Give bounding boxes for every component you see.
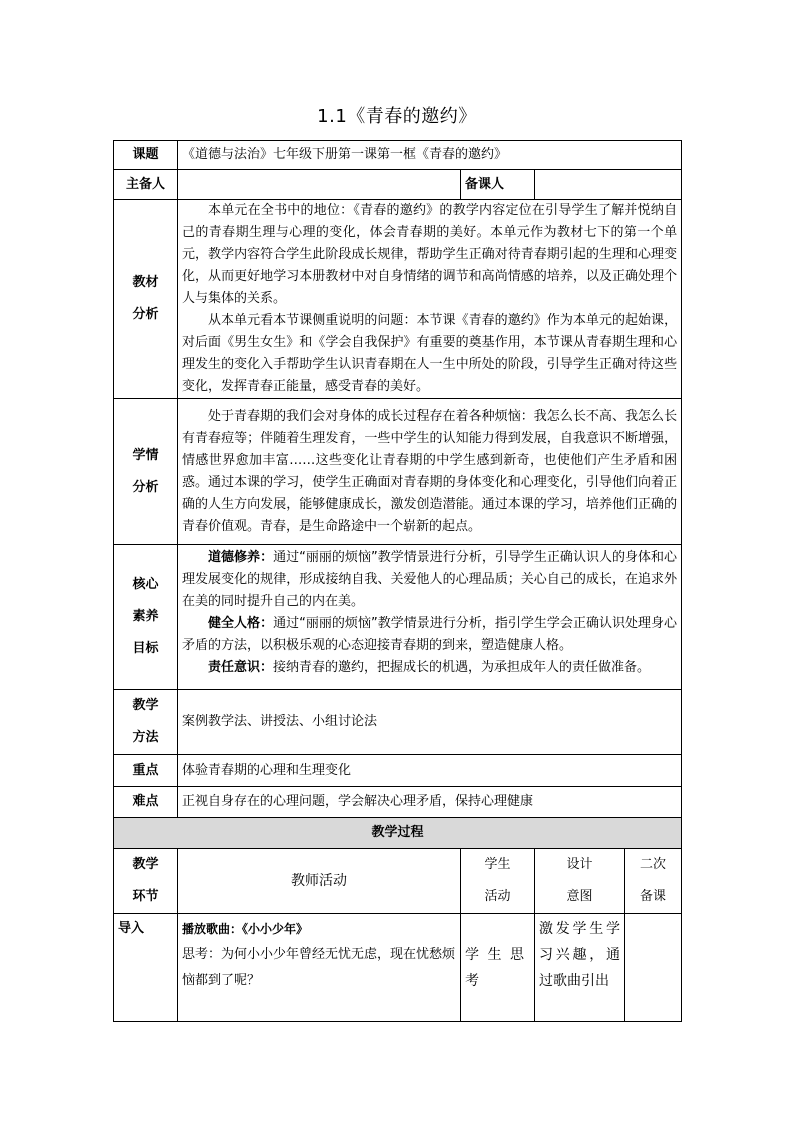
row-teaching-method: [114, 690, 682, 755]
teaching-method-label: [114, 690, 178, 755]
col-design-header: [535, 849, 625, 914]
header-line: 环节: [132, 889, 159, 904]
process-heading: 教学过程: [114, 818, 682, 849]
row-textbook-analysis: [114, 200, 682, 399]
label-line: 核心: [132, 577, 159, 592]
course-value: 《道德与法治》七年级下册第一课第一框《青春的邀约》: [178, 141, 682, 170]
core-item-key: 责任意识：: [208, 660, 274, 675]
core-literacy-label: [114, 545, 178, 690]
co-preparer-label: 备课人: [461, 170, 535, 200]
row-difficulty: [114, 787, 682, 818]
key-point-label: 重点: [114, 755, 178, 787]
core-item: [182, 613, 677, 657]
header-line: 设计: [566, 857, 593, 872]
label-line: 教学: [132, 698, 159, 713]
course-label: 课题: [114, 141, 178, 170]
intro-teacher-title: 播放歌曲：《小小少年》: [182, 922, 309, 936]
intro-teacher-activity: [178, 914, 461, 1022]
paragraph: 本单元在全书中的地位：《青春的邀约》的教学内容定位在引导学生了解并悦纳自己的青春期生理与心理的变化，体会青春期的美好。本单元作为教材七下的第一个单元，教学内容符合学生此阶段成长规律，帮助学生正确对待青春期引起的生理和心理变化，从而更好地学习本册教材中对自身情绪的调节和高尚情感的培养，以及正确处理个人与集体的关系。: [182, 203, 678, 306]
preparer-label: 主备人: [114, 170, 178, 200]
row-preparer: [114, 170, 682, 200]
core-item: [182, 547, 677, 613]
preparer-value: [178, 170, 461, 200]
row-intro: [114, 914, 682, 1022]
core-item-key: 健全人格：: [208, 616, 274, 631]
core-item-text: 通过“丽丽的烦恼”教学情景进行分析，引导学生正确认识人的身体和心理发展变化的规律，形成接纳自我、关爱他人的心理品质；关心自己的成长，在追求外在美的同时提升自己的内在美。: [182, 550, 678, 609]
header-line: 教学: [132, 857, 159, 872]
label-line: 方法: [132, 730, 159, 745]
header-line: 意图: [566, 889, 593, 904]
intro-design-intent: 激发学生学习兴趣，通过歌曲引出: [535, 914, 625, 1022]
textbook-analysis-content: [178, 200, 682, 399]
col-second-header: [625, 849, 682, 914]
lesson-plan-table: [113, 140, 682, 1022]
core-item: [182, 657, 677, 679]
col-stage-header: [114, 849, 178, 914]
intro-stage: 导入: [114, 914, 178, 1022]
row-process-columns: [114, 849, 682, 914]
header-line: 学生: [484, 857, 511, 872]
core-item-key: 道德修养：: [208, 550, 274, 565]
label-line: 目标: [132, 641, 159, 656]
learner-analysis-label: [114, 399, 178, 545]
intro-second-prep: [625, 914, 682, 1022]
label-line: 分析: [132, 479, 159, 495]
label-line: 分析: [132, 307, 159, 322]
textbook-analysis-label: [114, 200, 178, 399]
difficulty-label: 难点: [114, 787, 178, 818]
intro-student-activity: 学生思考: [461, 914, 535, 1022]
label-line: 学情: [132, 447, 159, 463]
col-student-header: [461, 849, 535, 914]
label-line: 教材: [132, 275, 159, 290]
row-process-heading: [114, 818, 682, 849]
label-line: 素养: [132, 609, 159, 624]
paragraph: 从本单元看本节课侧重说明的问题：本节课《青春的邀约》作为本单元的起始课，对后面《男生女生》和《学会自我保护》有重要的奠基作用，本节课从青春期生理和心理发生的变化入手帮助学生认识青春期在人一生中所处的阶段，引导学生正确对待这些变化，发挥青春正能量，感受青春的美好。: [182, 313, 678, 394]
header-line: 备课: [640, 889, 667, 904]
key-point-value: 体验青春期的心理和生理变化: [178, 755, 682, 787]
row-course: [114, 141, 682, 170]
header-line: 活动: [484, 889, 511, 904]
intro-teacher-text: 思考：为何小小少年曾经无忧无虑，现在忧愁烦恼都到了呢？: [182, 947, 456, 988]
core-item-text: 通过“丽丽的烦恼”教学情景进行分析，指引学生学会正确认识处理身心矛盾的方法，以积极乐观的心态迎接青春期的到来，塑造健康人格。: [182, 616, 678, 653]
learner-analysis-content: [178, 399, 682, 545]
header-line: 二次: [640, 857, 667, 872]
paragraph: 处于青春期的我们会对身体的成长过程存在着各种烦恼：我怎么长不高、我怎么长有青春痘等；伴随着生理发育，一些中学生的认知能力得到发展，自我意识不断增强，情感世界愈加丰富……这些变化让青春期的中学生感到新奇，也使他们产生矛盾和困惑。通过本课的学习，使学生正确面对青春期的身体变化和心理变化，引导他们向着正确的人生方向发展，能够健康成长，激发创造潜能。通过本课的学习，培养他们正确的青春价值观。青春，是生命路途中一个崭新的起点。: [182, 408, 678, 534]
teaching-method-value: 案例教学法、讲授法、小组讨论法: [178, 690, 682, 755]
row-learner-analysis: [114, 399, 682, 545]
co-preparer-value: [535, 170, 682, 200]
col-teacher-header: 教师活动: [178, 849, 461, 914]
row-core-literacy: [114, 545, 682, 690]
difficulty-value: 正视自身存在的心理问题，学会解决心理矛盾，保持心理健康: [178, 787, 682, 818]
page-title: 1.1《青春的邀约》: [317, 106, 477, 127]
row-key-point: [114, 755, 682, 787]
core-literacy-content: [178, 545, 682, 690]
core-item-text: 接纳青春的邀约，把握成长的机遇，为承担成年人的责任做准备。: [273, 660, 651, 675]
